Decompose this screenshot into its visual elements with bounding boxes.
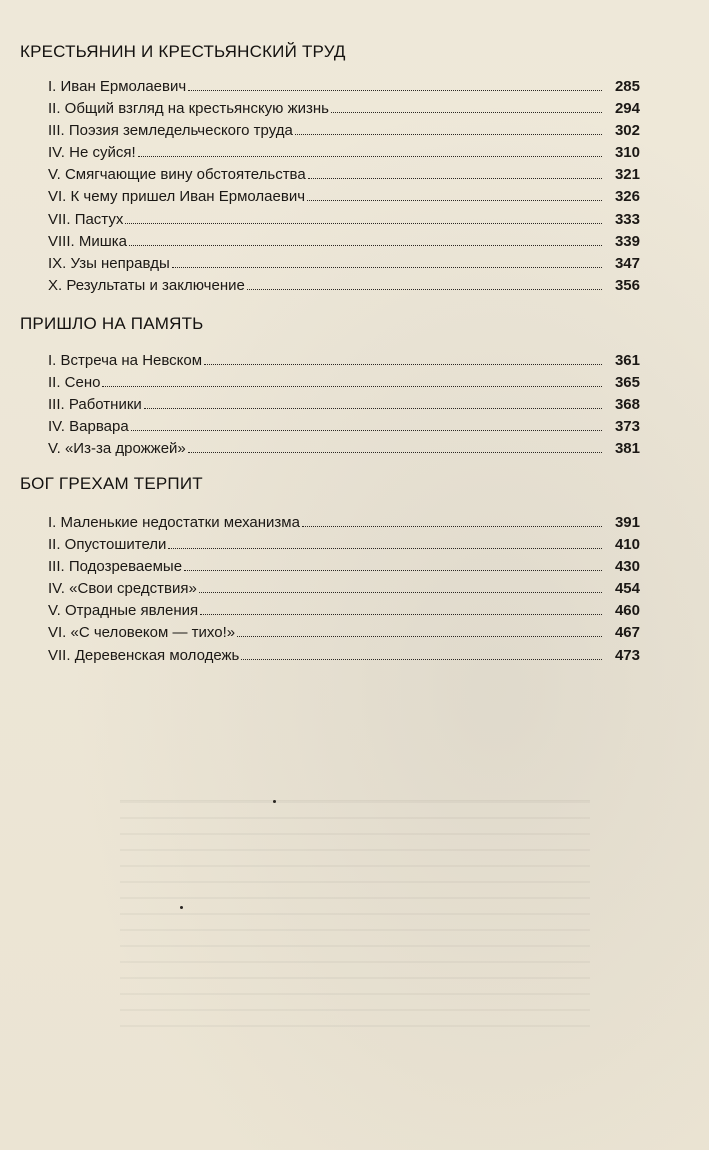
chapter-title: Узы неправды [70,254,170,272]
page-number: 356 [614,276,640,294]
chapter-title: Поэзия земледельческого труда [68,122,293,140]
chapter-number: X. [48,276,67,294]
chapter-number: VIII. [48,232,79,250]
chapter-number: VI. [48,624,71,642]
page-number: 361 [614,352,640,369]
toc-entry[interactable] [48,78,640,100]
chapter-title: Деревенская молодежь [74,646,240,664]
page-number: 321 [614,166,640,184]
section-came-to-mind [20,314,640,462]
page-number: 430 [614,558,640,576]
toc-list [20,78,640,299]
section-heading: КРЕСТЬЯНИН И КРЕСТЬЯНСКИЙ ТРУД [20,42,346,61]
page-number: 285 [614,78,640,95]
dot-leader [331,112,602,113]
chapter-title: «С человеком — тихо!» [70,624,236,642]
dot-leader [102,386,602,387]
chapter-title: Не суйся! [69,144,136,162]
chapter-title: Смягчающие вину обстоятельства [64,166,306,184]
chapter-number: III. [48,558,69,576]
page-number: 373 [614,418,640,436]
chapter-title: Варвара [69,418,129,436]
chapter-number: IV. [48,418,70,436]
chapter-title: К чему пришел Иван Ермолаевич [70,188,306,206]
chapter-number: IV. [48,144,70,162]
dot-leader [308,178,602,179]
dot-leader [295,134,602,135]
chapter-number: II. [48,536,65,554]
toc-entry[interactable] [48,166,640,188]
toc-entry[interactable] [48,514,640,536]
toc-entry[interactable] [48,418,640,440]
dot-leader [131,430,602,431]
toc-entry[interactable] [48,211,640,233]
page-number: 381 [614,440,640,458]
chapter-number: V. [48,602,65,620]
page-number: 467 [614,624,640,642]
chapter-number: VII. [48,210,75,228]
page-number: 347 [614,254,640,272]
chapter-title: Встреча на Невском [60,352,203,369]
dot-leader [204,364,602,365]
dot-leader [172,267,602,268]
dot-leader [200,614,602,615]
chapter-number: VII. [48,646,75,664]
dot-leader [307,200,602,201]
page-number: 368 [614,396,640,414]
page-number: 460 [614,602,640,620]
dot-leader [125,223,602,224]
toc-list [20,514,640,669]
toc-entry[interactable] [48,624,640,646]
page-number: 294 [614,100,640,118]
page-number: 391 [614,514,640,531]
dot-leader [199,592,602,593]
chapter-number: I. [48,514,61,531]
section-heading: БОГ ГРЕХАМ ТЕРПИТ [20,474,203,493]
toc-entry[interactable] [48,396,640,418]
toc-entry[interactable] [48,188,640,210]
chapter-number: I. [48,352,61,369]
toc-entry[interactable] [48,536,640,558]
chapter-title: Результаты и заключение [66,276,245,294]
chapter-title: Отрадные явления [64,602,199,620]
section-peasant-labor [20,42,640,299]
print-speck [180,906,183,909]
page-number: 302 [614,122,640,140]
toc-entry[interactable] [48,352,640,374]
page-number: 333 [614,210,640,228]
chapter-number: V. [48,440,65,458]
chapter-number: II. [48,374,65,392]
toc-entry[interactable] [48,277,640,299]
dot-leader [138,156,602,157]
toc-entry[interactable] [48,122,640,144]
show-through-texture [120,800,590,1031]
chapter-title: «Свои средствия» [69,580,197,598]
section-god-tolerates-sins [20,474,640,669]
section-heading: ПРИШЛО НА ПАМЯТЬ [20,314,204,333]
page-number: 473 [614,646,640,664]
chapter-number: IX. [48,254,71,272]
dot-leader [188,90,602,91]
chapter-title: Пастух [74,210,124,228]
page-number: 326 [614,188,640,206]
chapter-title: Сено [64,374,101,392]
chapter-title: Общий взгляд на крестьянскую жизнь [64,100,329,118]
chapter-number: V. [48,166,65,184]
chapter-number: I. [48,78,61,95]
toc-entry[interactable] [48,440,640,462]
toc-entry[interactable] [48,374,640,396]
toc-list [20,352,640,462]
toc-entry[interactable] [48,144,640,166]
chapter-number: III. [48,396,69,414]
dot-leader [247,289,602,290]
dot-leader [188,452,602,453]
toc-entry[interactable] [48,602,640,624]
dot-leader [168,548,602,549]
chapter-title: Работники [68,396,142,414]
toc-entry[interactable] [48,558,640,580]
toc-entry[interactable] [48,647,640,669]
chapter-title: Иван Ермолаевич [60,78,187,95]
chapter-title: Подозреваемые [68,558,183,576]
chapter-number: II. [48,100,65,118]
toc-entry[interactable] [48,233,640,255]
page-number: 410 [614,536,640,554]
chapter-number: IV. [48,580,70,598]
dot-leader [144,408,602,409]
dot-leader [302,526,602,527]
page-number: 339 [614,232,640,250]
chapter-title: Маленькие недостатки механизма [60,514,300,531]
chapter-number: III. [48,122,69,140]
dot-leader [237,636,602,637]
page-number: 310 [614,144,640,162]
chapter-number: VI. [48,188,71,206]
toc-entry[interactable] [48,255,640,277]
chapter-title: Мишка [78,232,127,250]
chapter-title: Опустошители [64,536,167,554]
toc-entry[interactable] [48,580,640,602]
page-number: 454 [614,580,640,598]
chapter-title: «Из-за дрожжей» [64,440,186,458]
dot-leader [241,659,602,660]
page-number: 365 [614,374,640,392]
dot-leader [129,245,602,246]
dot-leader [184,570,602,571]
print-speck [273,800,276,803]
toc-entry[interactable] [48,100,640,122]
